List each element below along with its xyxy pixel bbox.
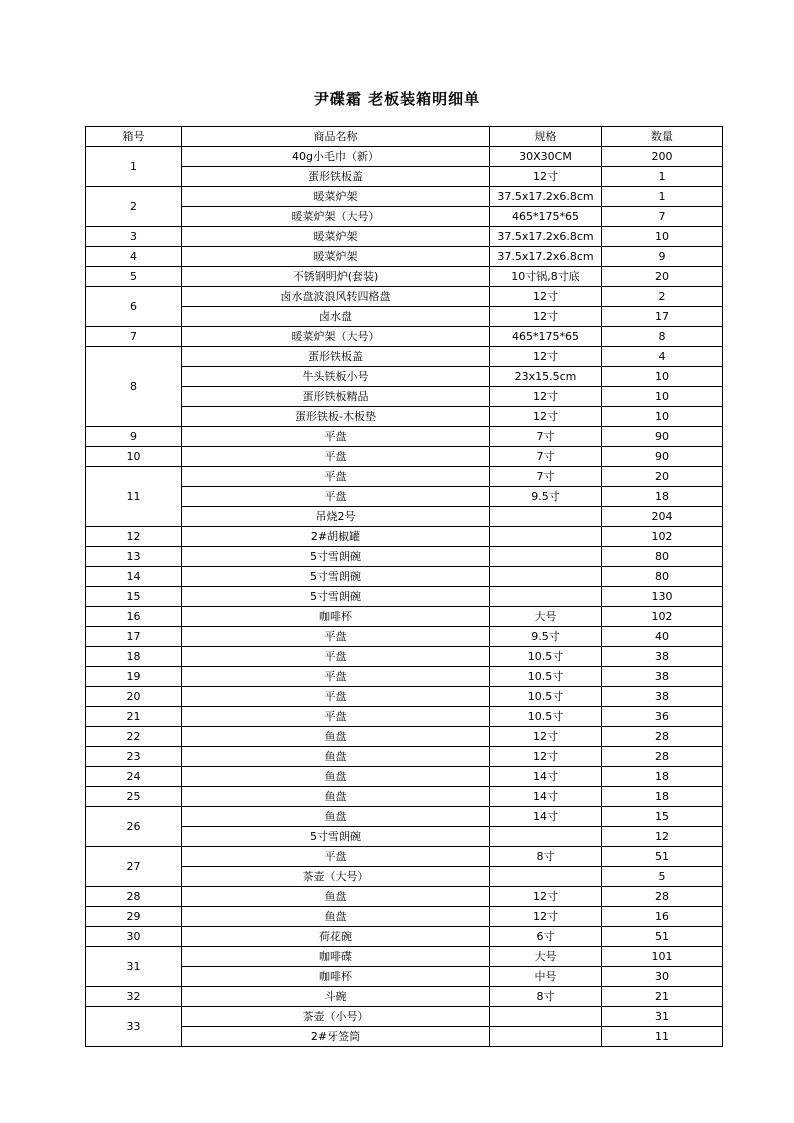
product-name-cell: 5寸雪朗碗 (182, 547, 490, 567)
box-number-cell: 27 (86, 847, 182, 887)
specification-cell: 6寸 (490, 927, 602, 947)
table-row (86, 527, 723, 547)
box-number-cell: 19 (86, 667, 182, 687)
product-name-cell: 鱼盘 (182, 747, 490, 767)
specification-cell: 大号 (490, 607, 602, 627)
product-name-cell: 平盘 (182, 447, 490, 467)
header-quantity: 数量 (602, 127, 723, 147)
box-number-cell: 10 (86, 447, 182, 467)
header-specification: 规格 (490, 127, 602, 147)
table-row (86, 467, 723, 487)
table-row (86, 827, 723, 847)
table-row (86, 307, 723, 327)
quantity-cell: 2 (602, 287, 723, 307)
table-row (86, 207, 723, 227)
product-name-cell: 斗碗 (182, 987, 490, 1007)
quantity-cell: 20 (602, 467, 723, 487)
quantity-cell: 36 (602, 707, 723, 727)
quantity-cell: 204 (602, 507, 723, 527)
quantity-cell: 4 (602, 347, 723, 367)
specification-cell: 12寸 (490, 347, 602, 367)
specification-cell (490, 547, 602, 567)
specification-cell: 12寸 (490, 907, 602, 927)
product-name-cell: 卤水盘波浪风转四格盘 (182, 287, 490, 307)
product-name-cell: 鱼盘 (182, 787, 490, 807)
quantity-cell: 10 (602, 407, 723, 427)
quantity-cell: 10 (602, 227, 723, 247)
specification-cell (490, 527, 602, 547)
table-row (86, 967, 723, 987)
specification-cell: 12寸 (490, 887, 602, 907)
quantity-cell: 12 (602, 827, 723, 847)
specification-cell: 12寸 (490, 407, 602, 427)
table-row (86, 347, 723, 367)
product-name-cell: 平盘 (182, 487, 490, 507)
product-name-cell: 咖啡杯 (182, 607, 490, 627)
product-name-cell: 2#牙签筒 (182, 1027, 490, 1047)
product-name-cell: 蛋形铁板-木板垫 (182, 407, 490, 427)
box-number-cell: 24 (86, 767, 182, 787)
table-row (86, 587, 723, 607)
box-number-cell: 17 (86, 627, 182, 647)
specification-cell: 465*175*65 (490, 327, 602, 347)
specification-cell (490, 567, 602, 587)
specification-cell: 12寸 (490, 167, 602, 187)
box-number-cell: 4 (86, 247, 182, 267)
quantity-cell: 28 (602, 727, 723, 747)
quantity-cell: 9 (602, 247, 723, 267)
product-name-cell: 茶壶（小号） (182, 1007, 490, 1027)
quantity-cell: 28 (602, 887, 723, 907)
box-number-cell: 33 (86, 1007, 182, 1047)
box-number-cell: 29 (86, 907, 182, 927)
specification-cell: 23x15.5cm (490, 367, 602, 387)
table-row (86, 187, 723, 207)
quantity-cell: 101 (602, 947, 723, 967)
specification-cell (490, 827, 602, 847)
quantity-cell: 31 (602, 1007, 723, 1027)
product-name-cell: 5寸雪朗碗 (182, 827, 490, 847)
specification-cell: 8寸 (490, 987, 602, 1007)
table-row (86, 487, 723, 507)
box-number-cell: 9 (86, 427, 182, 447)
table-header-row (86, 127, 723, 147)
product-name-cell: 鱼盘 (182, 807, 490, 827)
specification-cell: 37.5x17.2x6.8cm (490, 247, 602, 267)
product-name-cell: 鱼盘 (182, 887, 490, 907)
product-name-cell: 牛头铁板小号 (182, 367, 490, 387)
quantity-cell: 38 (602, 647, 723, 667)
quantity-cell: 1 (602, 167, 723, 187)
header-product-name: 商品名称 (182, 127, 490, 147)
quantity-cell: 5 (602, 867, 723, 887)
product-name-cell: 吊烧2号 (182, 507, 490, 527)
box-number-cell: 22 (86, 727, 182, 747)
product-name-cell: 咖啡杯 (182, 967, 490, 987)
specification-cell: 12寸 (490, 287, 602, 307)
table-row (86, 727, 723, 747)
specification-cell: 14寸 (490, 807, 602, 827)
box-number-cell: 7 (86, 327, 182, 347)
product-name-cell: 暖菜炉架（大号） (182, 207, 490, 227)
product-name-cell: 平盘 (182, 667, 490, 687)
specification-cell: 中号 (490, 967, 602, 987)
box-number-cell: 11 (86, 467, 182, 527)
quantity-cell: 102 (602, 607, 723, 627)
table-row (86, 707, 723, 727)
table-row (86, 907, 723, 927)
box-number-cell: 16 (86, 607, 182, 627)
product-name-cell: 40g小毛巾（新） (182, 147, 490, 167)
box-number-cell: 20 (86, 687, 182, 707)
product-name-cell: 咖啡碟 (182, 947, 490, 967)
table-row (86, 327, 723, 347)
header-box-number: 箱号 (86, 127, 182, 147)
table-row (86, 667, 723, 687)
table-row (86, 847, 723, 867)
quantity-cell: 8 (602, 327, 723, 347)
box-number-cell: 6 (86, 287, 182, 327)
specification-cell: 10.5寸 (490, 667, 602, 687)
product-name-cell: 不锈钢明炉(套装) (182, 267, 490, 287)
specification-cell: 10.5寸 (490, 647, 602, 667)
table-body (86, 147, 723, 1047)
table-row (86, 407, 723, 427)
product-name-cell: 蛋形铁板盖 (182, 347, 490, 367)
specification-cell: 9.5寸 (490, 627, 602, 647)
product-name-cell: 鱼盘 (182, 767, 490, 787)
box-number-cell: 12 (86, 527, 182, 547)
quantity-cell: 80 (602, 567, 723, 587)
box-number-cell: 13 (86, 547, 182, 567)
specification-cell: 37.5x17.2x6.8cm (490, 187, 602, 207)
quantity-cell: 20 (602, 267, 723, 287)
table-row (86, 1027, 723, 1047)
table-row (86, 367, 723, 387)
product-name-cell: 5寸雪朗碗 (182, 587, 490, 607)
product-name-cell: 平盘 (182, 707, 490, 727)
quantity-cell: 11 (602, 1027, 723, 1047)
table-row (86, 687, 723, 707)
product-name-cell: 鱼盘 (182, 727, 490, 747)
table-row (86, 507, 723, 527)
specification-cell: 9.5寸 (490, 487, 602, 507)
product-name-cell: 荷花碗 (182, 927, 490, 947)
product-name-cell: 暖菜炉架（大号） (182, 327, 490, 347)
product-name-cell: 鱼盘 (182, 907, 490, 927)
box-number-cell: 32 (86, 987, 182, 1007)
product-name-cell: 暖菜炉架 (182, 227, 490, 247)
table-row (86, 147, 723, 167)
quantity-cell: 7 (602, 207, 723, 227)
packing-list-table (85, 126, 723, 1047)
quantity-cell: 51 (602, 847, 723, 867)
table-row (86, 287, 723, 307)
quantity-cell: 102 (602, 527, 723, 547)
table-row (86, 227, 723, 247)
box-number-cell: 26 (86, 807, 182, 847)
table-row (86, 607, 723, 627)
quantity-cell: 38 (602, 687, 723, 707)
specification-cell: 465*175*65 (490, 207, 602, 227)
specification-cell: 12寸 (490, 727, 602, 747)
product-name-cell: 平盘 (182, 427, 490, 447)
quantity-cell: 90 (602, 447, 723, 467)
quantity-cell: 40 (602, 627, 723, 647)
product-name-cell: 蛋形铁板盖 (182, 167, 490, 187)
table-row (86, 627, 723, 647)
specification-cell (490, 867, 602, 887)
product-name-cell: 平盘 (182, 847, 490, 867)
table-row (86, 747, 723, 767)
product-name-cell: 平盘 (182, 627, 490, 647)
table-row (86, 267, 723, 287)
quantity-cell: 80 (602, 547, 723, 567)
box-number-cell: 3 (86, 227, 182, 247)
box-number-cell: 18 (86, 647, 182, 667)
table-row (86, 247, 723, 267)
table-row (86, 867, 723, 887)
table-row (86, 767, 723, 787)
box-number-cell: 25 (86, 787, 182, 807)
quantity-cell: 30 (602, 967, 723, 987)
specification-cell (490, 587, 602, 607)
specification-cell: 7寸 (490, 467, 602, 487)
specification-cell: 大号 (490, 947, 602, 967)
specification-cell (490, 1027, 602, 1047)
quantity-cell: 10 (602, 387, 723, 407)
table-row (86, 647, 723, 667)
quantity-cell: 200 (602, 147, 723, 167)
table-row (86, 547, 723, 567)
specification-cell: 14寸 (490, 787, 602, 807)
product-name-cell: 蛋形铁板精品 (182, 387, 490, 407)
table-row (86, 807, 723, 827)
table-row (86, 427, 723, 447)
table-row (86, 987, 723, 1007)
specification-cell: 10寸锅,8寸底 (490, 267, 602, 287)
box-number-cell: 28 (86, 887, 182, 907)
quantity-cell: 90 (602, 427, 723, 447)
product-name-cell: 5寸雪朗碗 (182, 567, 490, 587)
box-number-cell: 2 (86, 187, 182, 227)
quantity-cell: 1 (602, 187, 723, 207)
specification-cell: 12寸 (490, 387, 602, 407)
box-number-cell: 5 (86, 267, 182, 287)
table-row (86, 447, 723, 467)
table-row (86, 387, 723, 407)
quantity-cell: 28 (602, 747, 723, 767)
box-number-cell: 31 (86, 947, 182, 987)
product-name-cell: 平盘 (182, 467, 490, 487)
specification-cell: 7寸 (490, 427, 602, 447)
box-number-cell: 30 (86, 927, 182, 947)
quantity-cell: 51 (602, 927, 723, 947)
table-row (86, 887, 723, 907)
quantity-cell: 18 (602, 767, 723, 787)
specification-cell: 10.5寸 (490, 687, 602, 707)
box-number-cell: 8 (86, 347, 182, 427)
table-row (86, 567, 723, 587)
specification-cell: 30X30CM (490, 147, 602, 167)
quantity-cell: 18 (602, 787, 723, 807)
table-row (86, 787, 723, 807)
table-row (86, 947, 723, 967)
product-name-cell: 暖菜炉架 (182, 187, 490, 207)
quantity-cell: 15 (602, 807, 723, 827)
specification-cell (490, 1007, 602, 1027)
product-name-cell: 暖菜炉架 (182, 247, 490, 267)
specification-cell: 12寸 (490, 747, 602, 767)
table-row (86, 927, 723, 947)
box-number-cell: 1 (86, 147, 182, 187)
quantity-cell: 38 (602, 667, 723, 687)
specification-cell: 8寸 (490, 847, 602, 867)
specification-cell (490, 507, 602, 527)
quantity-cell: 17 (602, 307, 723, 327)
quantity-cell: 16 (602, 907, 723, 927)
quantity-cell: 10 (602, 367, 723, 387)
quantity-cell: 21 (602, 987, 723, 1007)
specification-cell: 12寸 (490, 307, 602, 327)
specification-cell: 10.5寸 (490, 707, 602, 727)
specification-cell: 7寸 (490, 447, 602, 467)
quantity-cell: 18 (602, 487, 723, 507)
product-name-cell: 茶壶（大号） (182, 867, 490, 887)
table-row (86, 1007, 723, 1027)
specification-cell: 37.5x17.2x6.8cm (490, 227, 602, 247)
product-name-cell: 平盘 (182, 687, 490, 707)
box-number-cell: 23 (86, 747, 182, 767)
box-number-cell: 15 (86, 587, 182, 607)
quantity-cell: 130 (602, 587, 723, 607)
box-number-cell: 21 (86, 707, 182, 727)
product-name-cell: 卤水盘 (182, 307, 490, 327)
table-row (86, 167, 723, 187)
box-number-cell: 14 (86, 567, 182, 587)
document-title: 尹碟霜 老板装箱明细单 (313, 90, 481, 108)
specification-cell: 14寸 (490, 767, 602, 787)
product-name-cell: 平盘 (182, 647, 490, 667)
product-name-cell: 2#胡椒罐 (182, 527, 490, 547)
